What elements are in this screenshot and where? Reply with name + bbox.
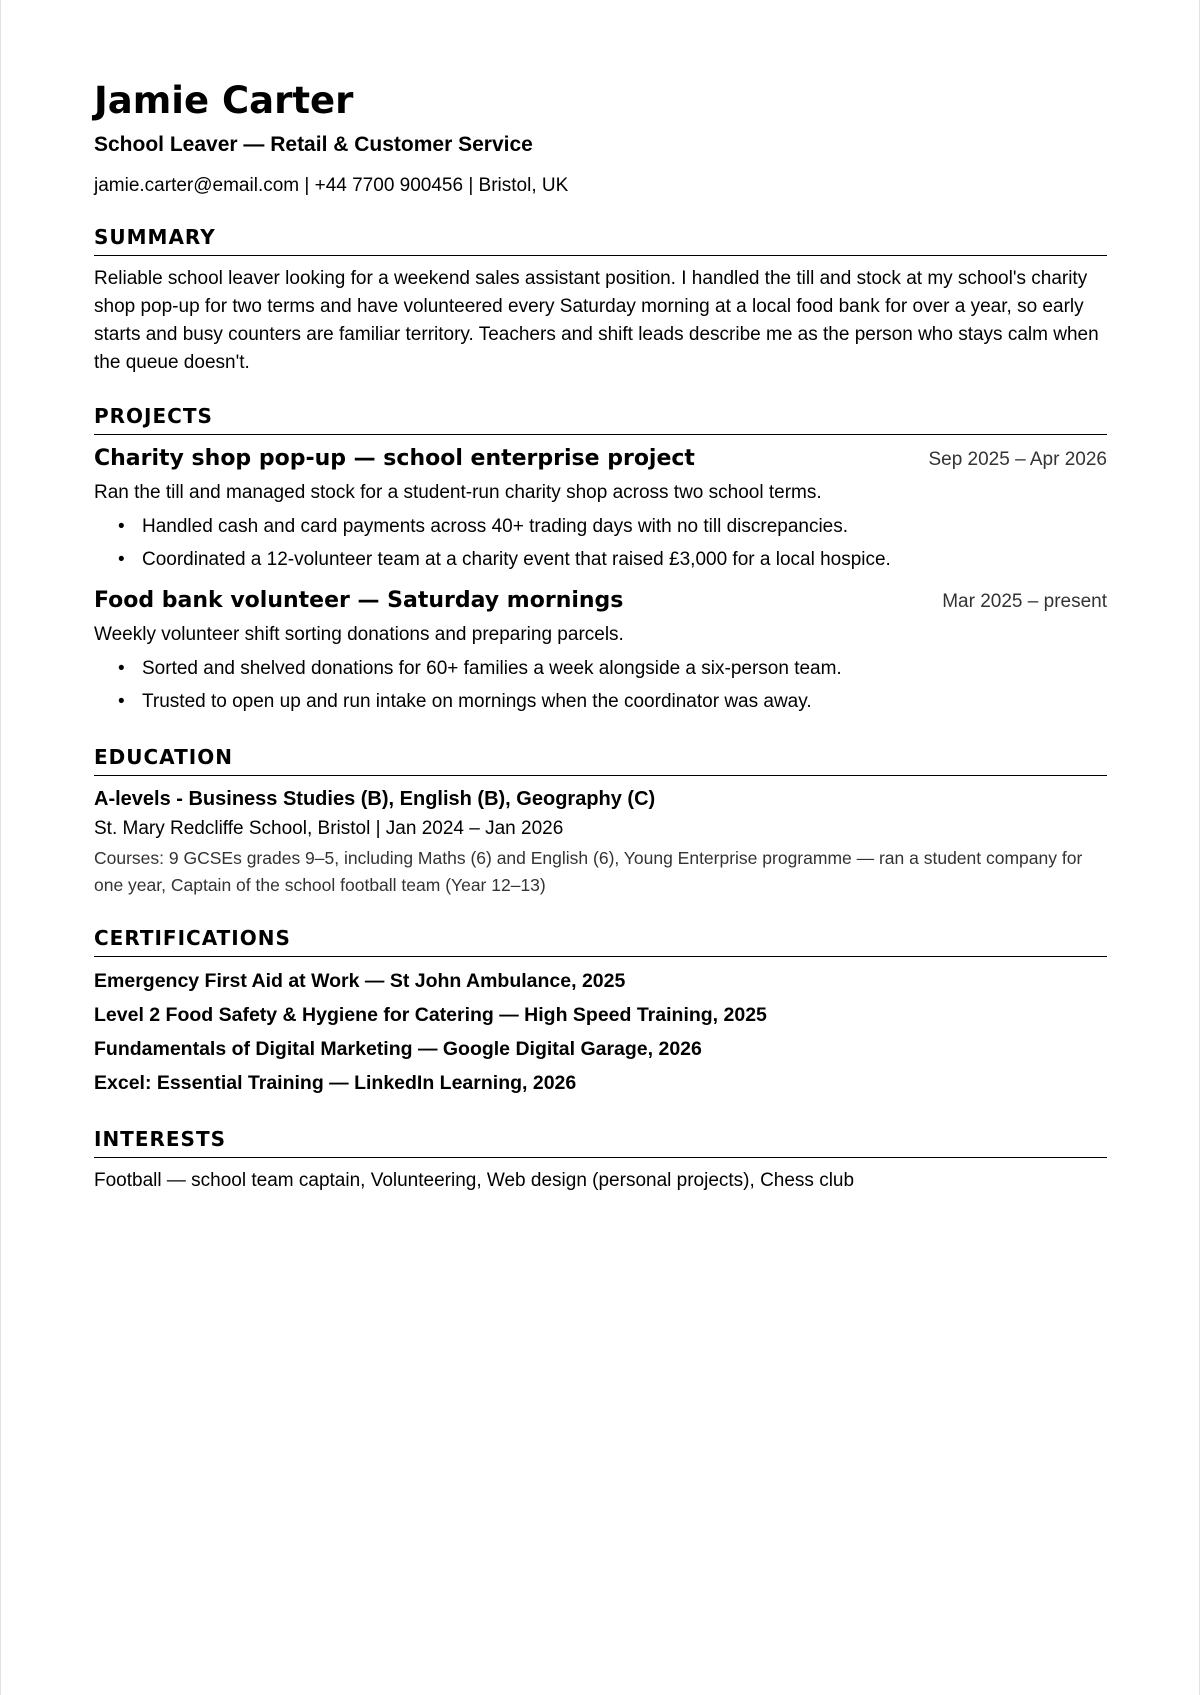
project-title: Food bank volunteer — Saturday mornings [94, 588, 624, 613]
interests-heading: INTERESTS [94, 1126, 1107, 1158]
projects-heading: PROJECTS [94, 403, 1107, 435]
project-bullet: • Sorted and shelved donations for 60+ families a week alongside a six-person team. [142, 652, 1107, 685]
contact-line: jamie.carter@email.com | +44 7700 900456 | Bristol, UK [94, 175, 569, 196]
project-bullet: • Trusted to open up and run intake on mornings when the coordinator was away. [142, 685, 1107, 718]
interests-text: Football — school team captain, Volunteering, Web design (personal projects), Chess club [94, 1170, 855, 1191]
education-heading: EDUCATION [94, 744, 1107, 776]
certification-item: Level 2 Food Safety & Hygiene for Catering — High Speed Training, 2025 [94, 1004, 767, 1026]
summary-text: Reliable school leaver looking for a weekend sales assistant position. I handled the till and stock at my school's charity shop pop-up for two terms and have volunteered every Saturday morning at a local food bank for over a year, so early starts and busy counters are familiar territory. Teachers and shift leads describe me as the person who stays calm when the queue doesn't. [94, 268, 1099, 373]
project-bullet: • Handled cash and card payments across 40+ trading days with no till discrepancies. [142, 510, 1107, 543]
project-date: Mar 2025 – present [942, 591, 1107, 612]
candidate-name: Jamie Carter [94, 79, 354, 122]
project-entry [94, 586, 1107, 718]
projects-section [94, 403, 1107, 718]
interests-section [94, 1126, 1107, 1195]
project-bullets [94, 510, 1107, 576]
project-description: Ran the till and managed stock for a student-run charity shop across two school terms. [94, 482, 822, 503]
certifications-heading: CERTIFICATIONS [94, 925, 1107, 957]
education-school: St. Mary Redcliffe School, Bristol | Jan 2024 – Jan 2026 [94, 818, 564, 839]
project-bullets [94, 652, 1107, 718]
certification-list [94, 964, 1107, 1100]
certifications-section [94, 925, 1107, 1100]
summary-heading: SUMMARY [94, 224, 1107, 256]
candidate-headline: School Leaver — Retail & Customer Service [94, 133, 533, 156]
education-courses: Courses: 9 GCSEs grades 9–5, including Maths (6) and English (6), Young Enterprise programme — ran a student company for one year, Captain of the school football team (Year 12–13) [94, 848, 1083, 895]
summary-section [94, 224, 1107, 377]
certification-item: Fundamentals of Digital Marketing — Google Digital Garage, 2026 [94, 1038, 702, 1060]
project-header [94, 444, 1107, 474]
certification-item: Excel: Essential Training — LinkedIn Learning, 2026 [94, 1072, 577, 1094]
education-section [94, 744, 1107, 899]
project-bullet: • Coordinated a 12-volunteer team at a charity event that raised £3,000 for a local hospice. [142, 543, 1107, 576]
project-description: Weekly volunteer shift sorting donations and preparing parcels. [94, 624, 624, 645]
project-header [94, 586, 1107, 616]
project-date: Sep 2025 – Apr 2026 [928, 449, 1107, 470]
education-degree: A-levels - Business Studies (B), English (B), Geography (C) [94, 788, 656, 810]
project-entry [94, 444, 1107, 576]
certification-item: Emergency First Aid at Work — St John Ambulance, 2025 [94, 970, 626, 992]
project-title: Charity shop pop-up — school enterprise project [94, 446, 695, 471]
